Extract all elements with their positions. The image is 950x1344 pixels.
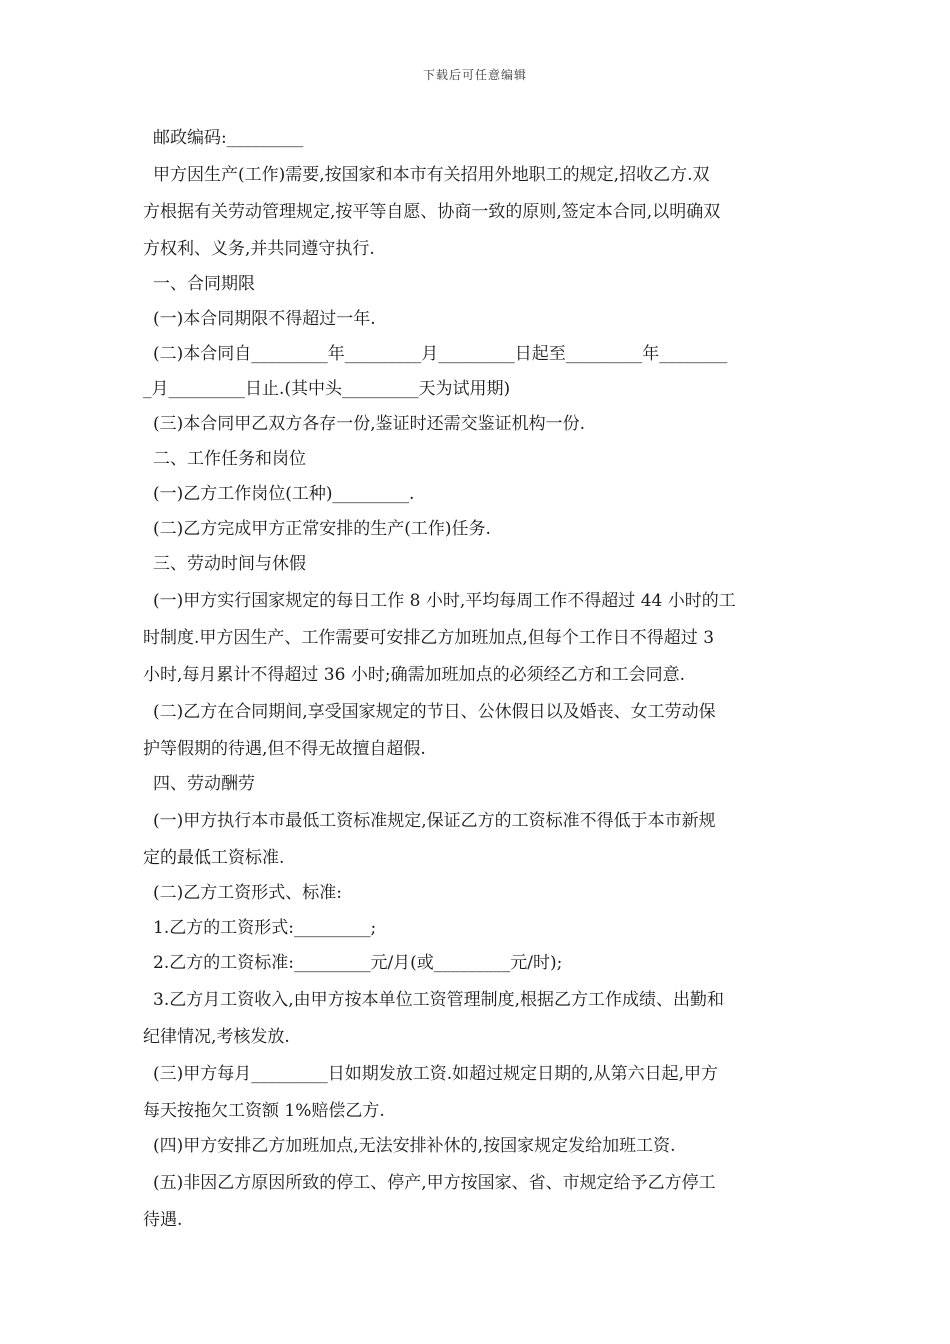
contract-body bbox=[143, 121, 808, 1238]
section-heading: 三、劳动时间与休假 bbox=[153, 554, 306, 574]
clause-line: 每天按拖欠工资额 1%赔偿乙方. bbox=[143, 1101, 385, 1121]
clause-line: 1.乙方的工资形式:_________; bbox=[153, 918, 377, 938]
section-heading: 二、工作任务和岗位 bbox=[153, 449, 306, 469]
clause-line: (一)甲方执行本市最低工资标准规定,保证乙方的工资标准不得低于本市新规 bbox=[153, 811, 716, 831]
clause-line: (一)本合同期限不得超过一年. bbox=[153, 309, 376, 329]
clause-line: (二)乙方完成甲方正常安排的生产(工作)任务. bbox=[153, 519, 491, 539]
clause-line: 纪律情况,考核发放. bbox=[143, 1027, 290, 1047]
clause-line: 护等假期的待遇,但不得无故擅自超假. bbox=[143, 739, 426, 759]
clause-line: 定的最低工资标准. bbox=[143, 848, 285, 868]
clause-line: 待遇. bbox=[143, 1210, 183, 1230]
section-heading: 四、劳动酬劳 bbox=[153, 774, 255, 794]
clause-line: (二)乙方工资形式、标准: bbox=[153, 883, 342, 903]
clause-line: (二)乙方在合同期间,享受国家规定的节日、公休假日以及婚丧、女工劳动保 bbox=[153, 702, 716, 722]
clause-line: 时制度.甲方因生产、工作需要可安排乙方加班加点,但每个工作日不得超过 3 bbox=[143, 628, 715, 648]
clause-line: 3.乙方月工资收入,由甲方按本单位工资管理制度,根据乙方工作成绩、出勤和 bbox=[153, 990, 725, 1010]
postal-code-line: 邮政编码:_________ bbox=[153, 128, 304, 148]
section-heading: 一、合同期限 bbox=[153, 274, 255, 294]
paragraph-line: 方根据有关劳动管理规定,按平等自愿、协商一致的原则,签定本合同,以明确双 bbox=[143, 202, 721, 222]
clause-line: 小时,每月累计不得超过 36 小时;确需加班加点的必须经乙方和工会同意. bbox=[143, 665, 685, 685]
clause-line: (一)乙方工作岗位(工种)_________. bbox=[153, 484, 415, 504]
clause-line: (三)本合同甲乙双方各存一份,鉴证时还需交鉴证机构一份. bbox=[153, 414, 586, 434]
clause-line: 2.乙方的工资标准:_________元/月(或_________元/时); bbox=[153, 953, 563, 973]
clause-line: (一)甲方实行国家规定的每日工作 8 小时,平均每周工作不得超过 44 小时的工 bbox=[153, 591, 736, 611]
page-header-note: 下载后可任意编辑 bbox=[422, 68, 527, 82]
clause-line: _月_________日止.(其中头_________天为试用期) bbox=[143, 379, 511, 399]
clause-line: (四)甲方安排乙方加班加点,无法安排补休的,按国家规定发给加班工资. bbox=[153, 1136, 676, 1156]
clause-line: (二)本合同自_________年_________月_________日起至_________年________ bbox=[153, 344, 728, 364]
clause-line: (三)甲方每月_________日如期发放工资.如超过规定日期的,从第六日起,甲方 bbox=[153, 1064, 718, 1084]
clause-line: (五)非因乙方原因所致的停工、停产,甲方按国家、省、市规定给予乙方停工 bbox=[153, 1173, 716, 1193]
paragraph-line: 方权利、义务,并共同遵守执行. bbox=[143, 239, 375, 259]
paragraph-line: 甲方因生产(工作)需要,按国家和本市有关招用外地职工的规定,招收乙方.双 bbox=[153, 165, 710, 185]
